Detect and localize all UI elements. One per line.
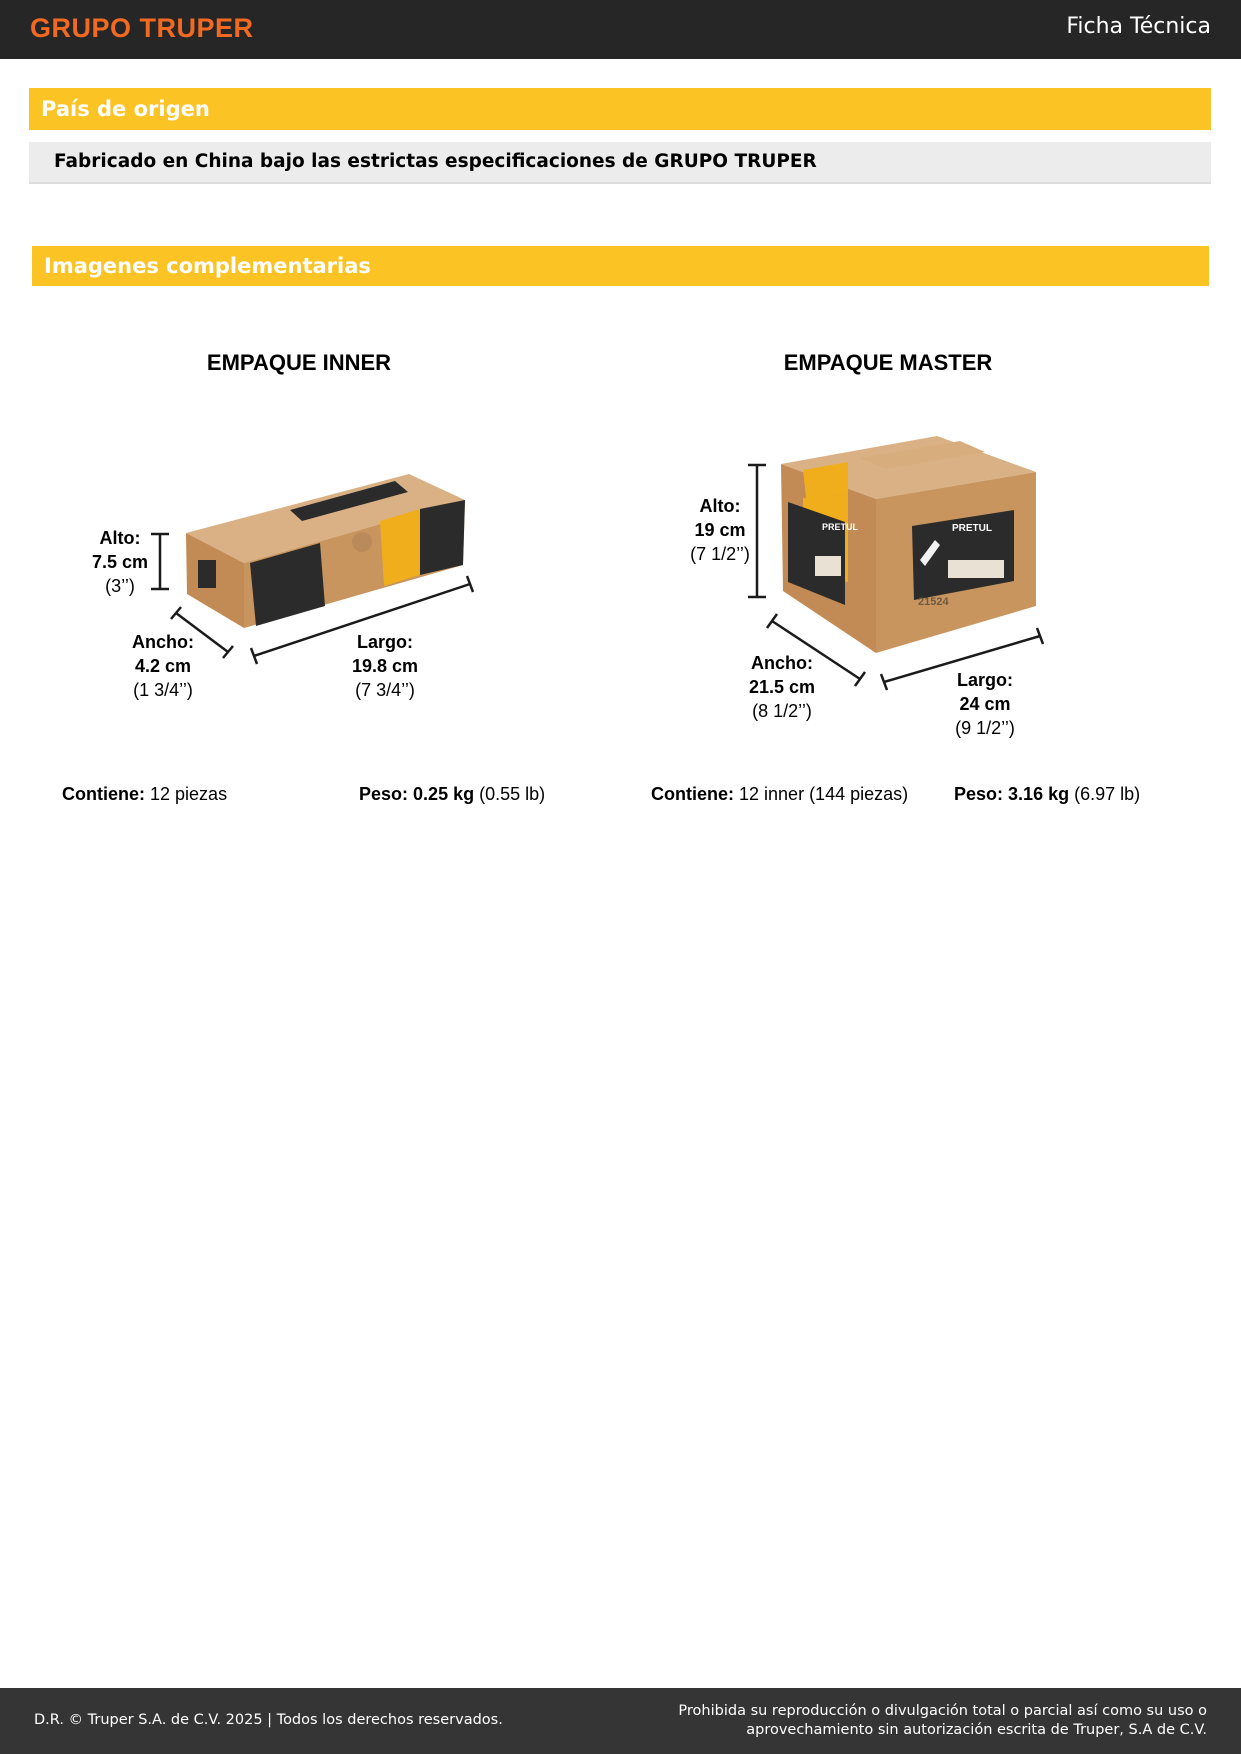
master-box-code: 21524 [918,596,949,608]
footer-disclaimer-line2: aprovechamiento sin autorización escrita de Truper, S.A de C.V. [746,1722,1207,1738]
master-ancho-imperial: (8 1/2’’) [752,701,812,721]
inner-contiene [62,784,227,805]
document-title: Ficha Técnica [1066,14,1211,39]
inner-ancho-imperial: (1 3/4’’) [133,680,193,700]
footer-disclaimer [647,1702,1207,1740]
master-ancho-metric: 21.5 cm [748,677,816,697]
master-ancho [722,651,842,723]
master-contiene [651,784,908,805]
inner-ancho-label: Ancho: [132,632,194,652]
master-alto-metric: 19 cm [694,520,746,540]
origin-text: Fabricado en China bajo las estrictas especificaciones de GRUPO TRUPER [29,142,1211,184]
master-largo-label: Largo: [957,670,1013,690]
inner-largo [325,630,445,702]
inner-ancho [103,630,223,702]
master-contiene-value: 12 inner (144 piezas) [739,784,909,804]
master-title: EMPAQUE MASTER [783,350,993,375]
master-box-brand-side: PRETUL [822,522,858,532]
footer-disclaimer-line1: Prohibida su reproducción o divulgación total o parcial así como su uso o [678,1703,1207,1719]
master-ancho-label: Ancho: [751,653,813,673]
inner-largo-metric: 19.8 cm [351,656,419,676]
master-box-brand: PRETUL [952,523,992,534]
master-peso-value: 3.16 kg [1008,784,1070,804]
inner-contiene-value: 12 piezas [150,784,228,804]
inner-contiene-label: Contiene: [62,784,145,804]
inner-alto-metric: 7.5 cm [91,552,149,572]
inner-peso-value: 0.25 kg [413,784,475,804]
inner-largo-label: Largo: [357,632,413,652]
master-peso [954,784,1140,805]
inner-title: EMPAQUE INNER [206,350,392,375]
inner-alto-imperial: (3’’) [105,576,135,596]
inner-ancho-metric: 4.2 cm [134,656,192,676]
master-alto-label: Alto: [699,496,741,516]
images-heading: Imagenes complementarias [32,246,1209,286]
master-alto [670,494,770,566]
inner-alto-label: Alto: [99,528,141,548]
master-box-image [781,436,1036,653]
master-largo-metric: 24 cm [959,694,1011,714]
inner-peso-imperial: (0.55 lb) [479,784,546,804]
master-peso-imperial: (6.97 lb) [1074,784,1141,804]
inner-largo-imperial: (7 3/4’’) [355,680,415,700]
master-largo [925,668,1045,740]
inner-peso-label: Peso: [359,784,409,804]
inner-box-image [186,474,465,628]
inner-peso [359,784,545,805]
footer [0,1688,1241,1754]
origin-heading: País de origen [29,88,1211,130]
footer-copyright: D.R. © Truper S.A. de C.V. 2025 | Todos los derechos reservados. [34,1712,503,1728]
master-alto-imperial: (7 1/2’’) [690,544,750,564]
master-peso-label: Peso: [954,784,1004,804]
inner-alto [70,526,170,598]
master-largo-imperial: (9 1/2’’) [955,718,1015,738]
master-contiene-label: Contiene: [651,784,734,804]
truper-logo: GRUPO TRUPER [30,13,254,43]
